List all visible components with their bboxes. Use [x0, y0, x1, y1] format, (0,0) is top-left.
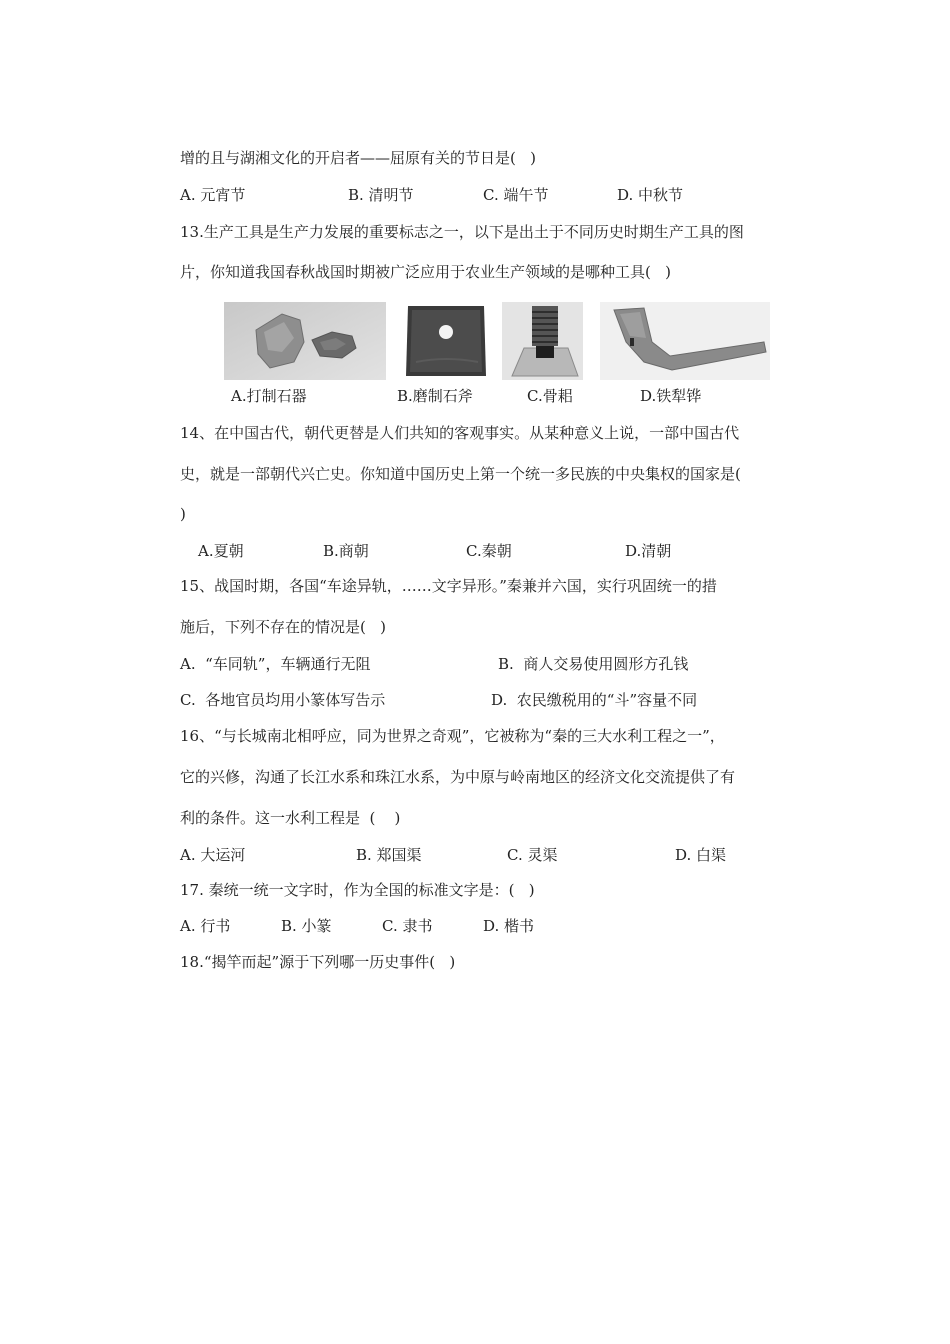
q14-option-a: A.夏朝 [198, 542, 244, 560]
q18-stem: 18.“揭竿而起”源于下列哪一历史事件( ) [180, 953, 456, 971]
q12-option-a: A. 元宵节 [180, 186, 246, 204]
q14-option-b: B.商朝 [323, 542, 369, 560]
polished-stone-axe-image [402, 302, 490, 380]
q15-stem-line1: 15、战国时期，各国“车途异轨，……文字异形。”秦兼并六国，实行巩固统一的措 [180, 577, 717, 595]
q16-option-b: B. 郑国渠 [356, 846, 422, 864]
q15-option-b: B. 商人交易使用圆形方孔钱 [498, 655, 689, 673]
q12-option-c: C. 端午节 [483, 186, 549, 204]
q16-stem-line2: 它的兴修，沟通了长江水系和珠江水系，为中原与岭南地区的经济文化交流提供了有 [180, 768, 736, 786]
q13-caption-b: B.磨制石斧 [397, 387, 473, 405]
q15-stem-line2: 施后，下列不存在的情况是( ) [180, 618, 387, 636]
q16-stem-line3: 利的条件。这一水利工程是 ( ) [180, 809, 401, 827]
bone-spade-image [502, 302, 583, 380]
q13-caption-c: C.骨耜 [527, 387, 573, 405]
q13-stem-line1: 13.生产工具是生产力发展的重要标志之一，以下是出土于不同历史时期生产工具的图 [180, 223, 744, 241]
chipped-stone-tools-image [224, 302, 386, 380]
q13-stem-line2: 片，你知道我国春秋战国时期被广泛应用于农业生产领域的是哪种工具( ) [180, 263, 672, 281]
q17-option-d: D. 楷书 [483, 917, 535, 935]
q16-stem-line1: 16、“与长城南北相呼应，同为世界之奇观”，它被称为“秦的三大水利工程之一”， [180, 727, 725, 745]
q16-option-d: D. 白渠 [675, 846, 727, 864]
q17-option-a: A. 行书 [180, 917, 231, 935]
q14-stem-line1: 14、在中国古代，朝代更替是人们共知的客观事实。从某种意义上说，一部中国古代 [180, 424, 740, 442]
q16-option-a: A. 大运河 [180, 846, 246, 864]
iron-plowshare-image [600, 302, 770, 380]
q17-stem: 17. 秦统一统一文字时，作为全国的标准文字是：( ) [180, 881, 535, 899]
q14-option-d: D.清朝 [625, 542, 672, 560]
q14-option-c: C.秦朝 [466, 542, 512, 560]
q15-option-d: D. 农民缴税用的“斗”容量不同 [491, 691, 698, 709]
q17-option-b: B. 小篆 [281, 917, 332, 935]
q16-option-c: C. 灵渠 [507, 846, 558, 864]
q12-option-b: B. 清明节 [348, 186, 414, 204]
q14-stem-line3: ) [180, 505, 186, 523]
q17-option-c: C. 隶书 [382, 917, 433, 935]
q13-caption-d: D.铁犁铧 [640, 387, 702, 405]
q15-option-c: C. 各地官员均用小篆体写告示 [180, 691, 386, 709]
q12-stem-continued: 增的且与湖湘文化的开启者——屈原有关的节日是( ) [180, 149, 537, 167]
q12-option-d: D. 中秋节 [617, 186, 684, 204]
q13-caption-a: A.打制石器 [231, 387, 307, 405]
q15-option-a: A. “车同轨”，车辆通行无阻 [180, 655, 371, 673]
q14-stem-line2: 史，就是一部朝代兴亡史。你知道中国历史上第一个统一多民族的中央集权的国家是( [180, 465, 741, 483]
